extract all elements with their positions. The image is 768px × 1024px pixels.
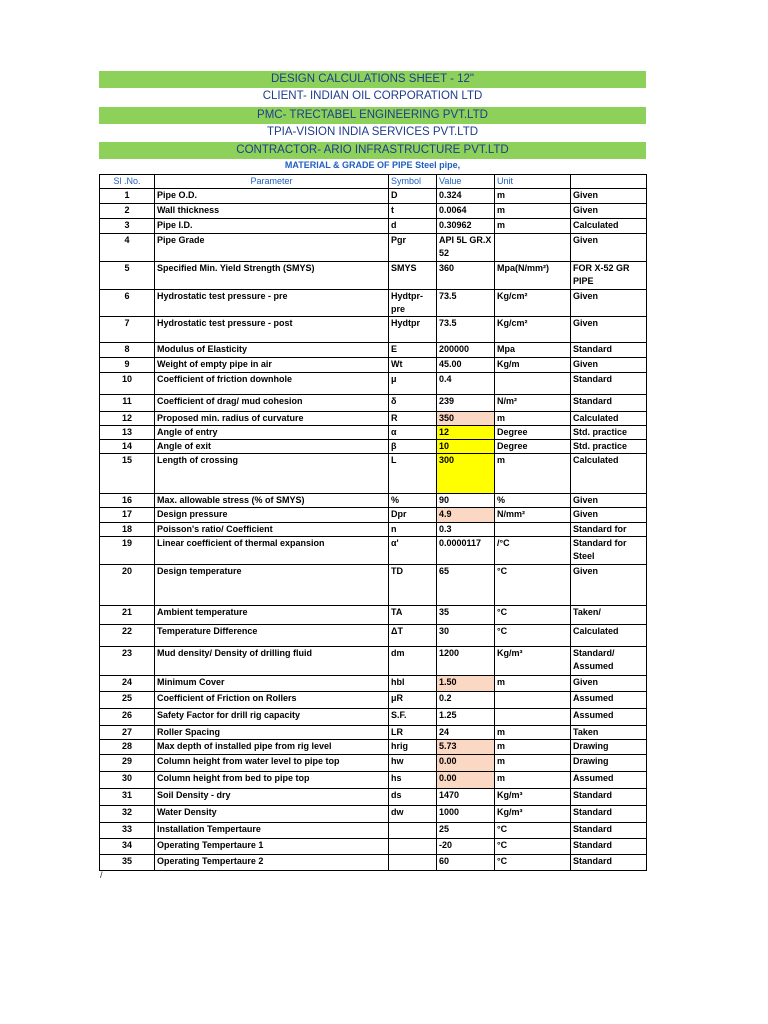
remark-cell: Standard/ Assumed (571, 647, 647, 676)
value-cell: 73.5 (437, 317, 495, 343)
value-cell: 5.73 (437, 740, 495, 755)
parameter-cell: Proposed min. radius of curvature (155, 412, 389, 426)
value-cell: 0.3 (437, 523, 495, 537)
table-row (100, 647, 647, 676)
parameter-cell: Safety Factor for drill rig capacity (155, 709, 389, 726)
table-row (100, 219, 647, 234)
symbol-cell: hbl (389, 676, 437, 692)
value-cell: 0.2 (437, 692, 495, 709)
parameter-cell: Max depth of installed pipe from rig level (155, 740, 389, 755)
material-subtitle: MATERIAL & GRADE OF PIPE Steel pipe, (284, 160, 461, 170)
table-row (100, 426, 647, 440)
symbol-cell: δ (389, 395, 437, 412)
table-row (100, 454, 647, 494)
symbol-cell: Hydtpr (389, 317, 437, 343)
unit-cell: °C (495, 855, 571, 871)
value-cell: 360 (437, 262, 495, 290)
parameter-cell: Hydrostatic test pressure - pre (155, 290, 389, 317)
parameter-cell: Pipe I.D. (155, 219, 389, 234)
parameter-cell: Weight of empty pipe in air (155, 358, 389, 373)
remark-cell: Standard (571, 395, 647, 412)
unit-cell: Kg/m³ (495, 647, 571, 676)
parameter-cell: Specified Min. Yield Strength (SMYS) (155, 262, 389, 290)
sl-no-cell: 13 (100, 426, 155, 440)
sl-no-cell: 5 (100, 262, 155, 290)
unit-cell (495, 373, 571, 395)
remark-cell: Standard (571, 806, 647, 823)
table-row (100, 806, 647, 823)
remark-cell: Given (571, 234, 647, 262)
remark-cell: Given (571, 317, 647, 343)
sl-no-cell: 6 (100, 290, 155, 317)
symbol-cell: TD (389, 565, 437, 606)
table-row (100, 709, 647, 726)
col-header-symbol: Symbol (389, 175, 437, 189)
remark-cell: Standard (571, 789, 647, 806)
parameter-cell: Length of crossing (155, 454, 389, 494)
sl-no-cell: 1 (100, 189, 155, 204)
table-row (100, 772, 647, 789)
col-header-unit: Unit (495, 175, 571, 189)
unit-cell: °C (495, 839, 571, 855)
remark-cell: Std. practice (571, 440, 647, 454)
remark-cell: Assumed (571, 692, 647, 709)
table-row (100, 343, 647, 358)
unit-cell: Mpa (495, 343, 571, 358)
parameter-cell: Coefficient of drag/ mud cohesion (155, 395, 389, 412)
remark-cell: Calculated (571, 454, 647, 494)
sl-no-cell: 11 (100, 395, 155, 412)
remark-cell: Standard (571, 823, 647, 839)
parameter-cell: Hydrostatic test pressure - post (155, 317, 389, 343)
remark-cell: Given (571, 204, 647, 219)
table-row (100, 508, 647, 523)
remark-cell: FOR X-52 GR PIPE (571, 262, 647, 290)
parameter-cell: Column height from bed to pipe top (155, 772, 389, 789)
sl-no-cell: 24 (100, 676, 155, 692)
sl-no-cell: 34 (100, 839, 155, 855)
remark-cell: Standard (571, 839, 647, 855)
symbol-cell: Hydtpr-pre (389, 290, 437, 317)
table-row (100, 234, 647, 262)
value-cell: 0.00 (437, 755, 495, 772)
table-row (100, 523, 647, 537)
table-row (100, 358, 647, 373)
col-header-parameter: Parameter (155, 175, 389, 189)
parameter-cell: Poisson's ratio/ Coefficient (155, 523, 389, 537)
symbol-cell: L (389, 454, 437, 494)
parameter-cell: Linear coefficient of thermal expansion (155, 537, 389, 565)
table-row (100, 373, 647, 395)
sl-no-cell: 9 (100, 358, 155, 373)
parameter-cell: Wall thickness (155, 204, 389, 219)
remark-cell: Taken/ (571, 606, 647, 625)
unit-cell: °C (495, 625, 571, 647)
sl-no-cell: 8 (100, 343, 155, 358)
value-cell: 10 (437, 440, 495, 454)
symbol-cell: β (389, 440, 437, 454)
sl-no-cell: 32 (100, 806, 155, 823)
unit-cell (495, 692, 571, 709)
contractor-banner: CONTRACTOR- ARIO INFRASTRUCTURE PVT.LTD (99, 142, 646, 159)
remark-cell: Given (571, 358, 647, 373)
sl-no-cell: 30 (100, 772, 155, 789)
parameter-cell: Pipe Grade (155, 234, 389, 262)
value-cell: 0.4 (437, 373, 495, 395)
parameter-cell: Ambient temperature (155, 606, 389, 625)
unit-cell: N/mm² (495, 508, 571, 523)
table-row (100, 823, 647, 839)
sl-no-cell: 2 (100, 204, 155, 219)
table-row (100, 262, 647, 290)
table-row (100, 625, 647, 647)
value-cell: 239 (437, 395, 495, 412)
symbol-cell: LR (389, 726, 437, 740)
symbol-cell: S.F. (389, 709, 437, 726)
symbol-cell: t (389, 204, 437, 219)
parameter-cell: Angle of entry (155, 426, 389, 440)
sl-no-cell: 10 (100, 373, 155, 395)
value-cell: 1200 (437, 647, 495, 676)
remark-cell: Std. practice (571, 426, 647, 440)
unit-cell: Kg/m³ (495, 789, 571, 806)
value-cell: 0.324 (437, 189, 495, 204)
value-cell: 24 (437, 726, 495, 740)
remark-cell: Calculated (571, 412, 647, 426)
parameter-cell: Coefficient of friction downhole (155, 373, 389, 395)
symbol-cell: E (389, 343, 437, 358)
parameter-cell: Pipe O.D. (155, 189, 389, 204)
parameter-cell: Temperature Difference (155, 625, 389, 647)
parameter-cell: Installation Tempertaure (155, 823, 389, 839)
sl-no-cell: 19 (100, 537, 155, 565)
remark-cell: Standard for (571, 523, 647, 537)
tpia-line: TPIA-VISION INDIA SERVICES PVT.LTD (266, 126, 479, 138)
design-parameters-table (99, 174, 647, 871)
value-cell: 0.0064 (437, 204, 495, 219)
value-cell: 4.9 (437, 508, 495, 523)
col-header-no: Sl .No. (100, 175, 155, 189)
remark-cell: Calculated (571, 219, 647, 234)
unit-cell: N/m² (495, 395, 571, 412)
symbol-cell: dm (389, 647, 437, 676)
parameter-cell: Soil Density - dry (155, 789, 389, 806)
value-cell: 30 (437, 625, 495, 647)
symbol-cell (389, 823, 437, 839)
remark-cell: Drawing (571, 740, 647, 755)
unit-cell: Degree (495, 426, 571, 440)
unit-cell: m (495, 454, 571, 494)
table-row (100, 440, 647, 454)
sl-no-cell: 12 (100, 412, 155, 426)
unit-cell: Kg/m (495, 358, 571, 373)
remark-cell: Given (571, 290, 647, 317)
table-row (100, 189, 647, 204)
remark-cell: Assumed (571, 709, 647, 726)
value-cell: 0.30962 (437, 219, 495, 234)
table-row (100, 789, 647, 806)
symbol-cell: % (389, 494, 437, 508)
col-header-value: Value (437, 175, 495, 189)
sl-no-cell: 29 (100, 755, 155, 772)
unit-cell: Mpa(N/mm²) (495, 262, 571, 290)
value-cell: 73.5 (437, 290, 495, 317)
value-cell: 1.25 (437, 709, 495, 726)
remark-cell: Given (571, 565, 647, 606)
table-row (100, 395, 647, 412)
value-cell: 350 (437, 412, 495, 426)
parameter-cell: Angle of exit (155, 440, 389, 454)
symbol-cell: n (389, 523, 437, 537)
sl-no-cell: 16 (100, 494, 155, 508)
table-row (100, 537, 647, 565)
unit-cell: °C (495, 823, 571, 839)
sl-no-cell: 31 (100, 789, 155, 806)
sl-no-cell: 20 (100, 565, 155, 606)
sl-no-cell: 23 (100, 647, 155, 676)
symbol-cell: ds (389, 789, 437, 806)
symbol-cell: μR (389, 692, 437, 709)
symbol-cell: Dpr (389, 508, 437, 523)
table-row (100, 606, 647, 625)
symbol-cell: TA (389, 606, 437, 625)
symbol-cell: α (389, 426, 437, 440)
unit-cell (495, 523, 571, 537)
symbol-cell: ΔT (389, 625, 437, 647)
unit-cell: m (495, 726, 571, 740)
parameter-cell: Design temperature (155, 565, 389, 606)
table-row (100, 317, 647, 343)
unit-cell: Kg/cm² (495, 317, 571, 343)
table-row (100, 676, 647, 692)
value-cell: 200000 (437, 343, 495, 358)
value-cell: 1470 (437, 789, 495, 806)
table-row (100, 855, 647, 871)
unit-cell: Kg/m³ (495, 806, 571, 823)
unit-cell: Kg/cm² (495, 290, 571, 317)
sl-no-cell: 35 (100, 855, 155, 871)
symbol-cell: Pgr (389, 234, 437, 262)
table-row (100, 755, 647, 772)
unit-cell (495, 234, 571, 262)
sl-no-cell: 17 (100, 508, 155, 523)
sl-no-cell: 33 (100, 823, 155, 839)
table-row (100, 692, 647, 709)
remark-cell: Standard for Steel (571, 537, 647, 565)
symbol-cell (389, 839, 437, 855)
symbol-cell: Wt (389, 358, 437, 373)
table-row (100, 290, 647, 317)
value-cell: 25 (437, 823, 495, 839)
unit-cell: m (495, 219, 571, 234)
symbol-cell: hs (389, 772, 437, 789)
table-row (100, 839, 647, 855)
unit-cell: m (495, 676, 571, 692)
client-line: CLIENT- INDIAN OIL CORPORATION LTD (262, 90, 483, 102)
unit-cell: °C (495, 565, 571, 606)
value-cell: 60 (437, 855, 495, 871)
parameter-cell: Max. allowable stress (% of SMYS) (155, 494, 389, 508)
unit-cell: °C (495, 606, 571, 625)
remark-cell: Drawing (571, 755, 647, 772)
sl-no-cell: 14 (100, 440, 155, 454)
value-cell: 65 (437, 565, 495, 606)
title-banner: DESIGN CALCULATIONS SHEET - 12" (99, 71, 646, 88)
unit-cell: % (495, 494, 571, 508)
value-cell: 45.00 (437, 358, 495, 373)
remark-cell: Taken (571, 726, 647, 740)
value-cell: 90 (437, 494, 495, 508)
parameter-cell: Modulus of Elasticity (155, 343, 389, 358)
sl-no-cell: 3 (100, 219, 155, 234)
symbol-cell: SMYS (389, 262, 437, 290)
symbol-cell: dw (389, 806, 437, 823)
sl-no-cell: 7 (100, 317, 155, 343)
parameter-cell: Mud density/ Density of drilling fluid (155, 647, 389, 676)
unit-cell: m (495, 755, 571, 772)
unit-cell: Degree (495, 440, 571, 454)
value-cell: 0.00 (437, 772, 495, 789)
sl-no-cell: 27 (100, 726, 155, 740)
table-row (100, 412, 647, 426)
parameter-cell: Design pressure (155, 508, 389, 523)
remark-cell: Given (571, 494, 647, 508)
value-cell: 35 (437, 606, 495, 625)
table-row (100, 494, 647, 508)
sl-no-cell: 28 (100, 740, 155, 755)
symbol-cell (389, 855, 437, 871)
sl-no-cell: 21 (100, 606, 155, 625)
value-cell: 0.0000117 (437, 537, 495, 565)
value-cell: -20 (437, 839, 495, 855)
remark-cell: Given (571, 189, 647, 204)
table-row (100, 204, 647, 219)
value-cell: 300 (437, 454, 495, 494)
sl-no-cell: 25 (100, 692, 155, 709)
unit-cell: m (495, 189, 571, 204)
sl-no-cell: 4 (100, 234, 155, 262)
sl-no-cell: 26 (100, 709, 155, 726)
value-cell: API 5L GR.X 52 (437, 234, 495, 262)
symbol-cell: hrig (389, 740, 437, 755)
symbol-cell: α' (389, 537, 437, 565)
parameter-cell: Minimum Cover (155, 676, 389, 692)
remark-cell: Given (571, 508, 647, 523)
unit-cell (495, 709, 571, 726)
parameter-cell: Operating Tempertaure 2 (155, 855, 389, 871)
unit-cell: /°C (495, 537, 571, 565)
pmc-banner: PMC- TRECTABEL ENGINEERING PVT.LTD (99, 107, 646, 124)
symbol-cell: μ (389, 373, 437, 395)
value-cell: 1000 (437, 806, 495, 823)
sl-no-cell: 15 (100, 454, 155, 494)
parameter-cell: Column height from water level to pipe top (155, 755, 389, 772)
value-cell: 12 (437, 426, 495, 440)
symbol-cell: d (389, 219, 437, 234)
unit-cell: m (495, 204, 571, 219)
parameter-cell: Water Density (155, 806, 389, 823)
sl-no-cell: 22 (100, 625, 155, 647)
table-header-row (100, 175, 647, 189)
table-row (100, 740, 647, 755)
unit-cell: m (495, 772, 571, 789)
table-row (100, 726, 647, 740)
remark-cell: Standard (571, 855, 647, 871)
remark-cell: Given (571, 676, 647, 692)
col-header-remark (571, 175, 647, 189)
unit-cell: m (495, 412, 571, 426)
symbol-cell: hw (389, 755, 437, 772)
remark-cell: Assumed (571, 772, 647, 789)
sl-no-cell: 18 (100, 523, 155, 537)
remark-cell: Standard (571, 343, 647, 358)
symbol-cell: R (389, 412, 437, 426)
parameter-cell: Roller Spacing (155, 726, 389, 740)
unit-cell: m (495, 740, 571, 755)
remark-cell: Standard (571, 373, 647, 395)
footer-mark: / (100, 870, 103, 880)
table-row (100, 565, 647, 606)
parameter-cell: Coefficient of Friction on Rollers (155, 692, 389, 709)
parameter-cell: Operating Tempertaure 1 (155, 839, 389, 855)
value-cell: 1.50 (437, 676, 495, 692)
remark-cell: Calculated (571, 625, 647, 647)
symbol-cell: D (389, 189, 437, 204)
